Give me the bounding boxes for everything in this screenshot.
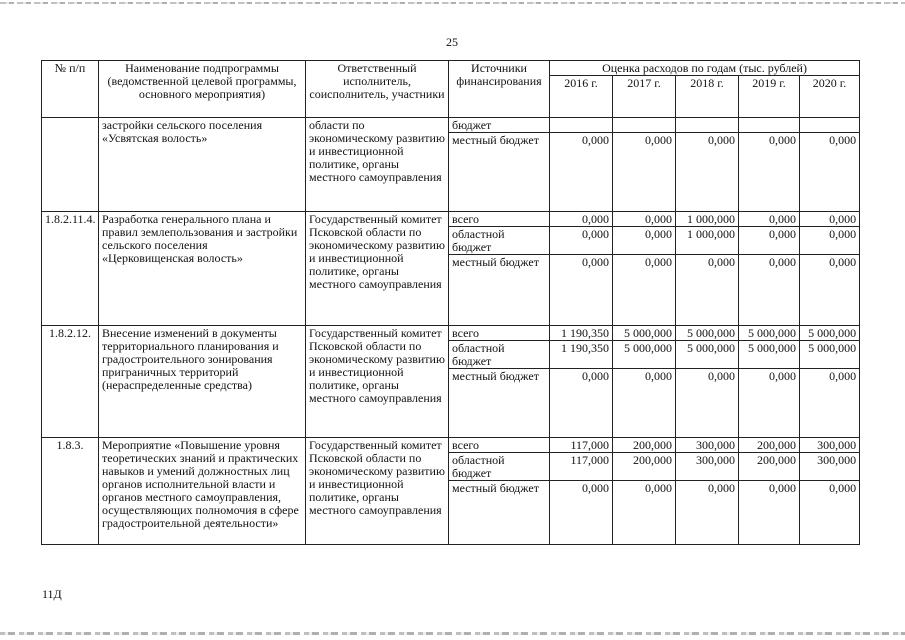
- header-responsible: Ответственный исполнитель, соисполнитель, участники: [306, 61, 449, 118]
- page-number: 25: [446, 35, 458, 49]
- value-cell: 0,000: [676, 133, 739, 212]
- table-row: [42, 212, 860, 227]
- value-cell: 0,000: [800, 369, 860, 438]
- value-cell: 0,000: [550, 227, 613, 255]
- value-cell: 5 000,000: [676, 341, 739, 369]
- footer-code: 11Д: [42, 587, 62, 601]
- item-responsible: Государственный комитет Псковской области по экономическому развитию и инвестиционной политике, органы местного самоуправления: [306, 326, 449, 438]
- value-cell: 1 000,000: [676, 227, 739, 255]
- value-cell: 0,000: [800, 212, 860, 227]
- item-name: Мероприятие «Повышение уровня теоретических знаний и практических навыков и умений должностных лиц органов исполнительной власти и органов местного самоуправления, осуществляющих полномочия в сфере градостроительной деятельности»: [99, 438, 306, 545]
- item-code: 1.8.2.11.4.: [42, 212, 99, 326]
- value-cell: [613, 118, 676, 133]
- item-responsible: области по экономическому развитию и инвестиционной политике, органы местного самоуправления: [306, 118, 449, 212]
- header-sources: Источники финансирования: [449, 61, 550, 118]
- item-responsible: Государственный комитет Псковской области по экономическому развитию и инвестиционной политике, органы местного самоуправления: [306, 438, 449, 545]
- header-name: Наименование подпрограммы (ведомственной целевой программы, основного мероприятия): [99, 61, 306, 118]
- value-cell: 0,000: [800, 481, 860, 545]
- value-cell: 5 000,000: [739, 326, 800, 341]
- value-cell: 1 000,000: [676, 212, 739, 227]
- value-cell: 117,000: [550, 453, 613, 481]
- value-cell: 0,000: [550, 369, 613, 438]
- value-cell: 200,000: [739, 438, 800, 453]
- value-cell: 5 000,000: [800, 326, 860, 341]
- item-name: застройки сельского поселения «Усвятская волость»: [99, 118, 306, 212]
- value-cell: 5 000,000: [613, 341, 676, 369]
- source-label: бюджет: [449, 118, 550, 133]
- value-cell: [800, 118, 860, 133]
- item-code: [42, 118, 99, 212]
- value-cell: 0,000: [800, 255, 860, 326]
- value-cell: 0,000: [613, 133, 676, 212]
- source-label: местный бюджет: [449, 255, 550, 326]
- source-label: всего: [449, 438, 550, 453]
- value-cell: 200,000: [613, 438, 676, 453]
- value-cell: 0,000: [676, 369, 739, 438]
- value-cell: 0,000: [550, 481, 613, 545]
- value-cell: 0,000: [800, 133, 860, 212]
- header-year: 2017 г.: [613, 76, 676, 118]
- value-cell: 0,000: [676, 481, 739, 545]
- value-cell: 0,000: [739, 369, 800, 438]
- header-year: 2016 г.: [550, 76, 613, 118]
- scan-edge-top: [0, 2, 905, 4]
- item-code: 1.8.2.12.: [42, 326, 99, 438]
- source-label: областной бюджет: [449, 453, 550, 481]
- value-cell: 0,000: [613, 212, 676, 227]
- source-label: местный бюджет: [449, 369, 550, 438]
- item-code: 1.8.3.: [42, 438, 99, 545]
- source-label: местный бюджет: [449, 481, 550, 545]
- value-cell: 0,000: [739, 481, 800, 545]
- value-cell: 0,000: [613, 481, 676, 545]
- value-cell: 1 190,350: [550, 326, 613, 341]
- header-year: 2018 г.: [676, 76, 739, 118]
- value-cell: 1 190,350: [550, 341, 613, 369]
- source-label: областной бюджет: [449, 227, 550, 255]
- value-cell: 117,000: [550, 438, 613, 453]
- value-cell: 5 000,000: [613, 326, 676, 341]
- header-row: [42, 61, 860, 76]
- header-year: 2020 г.: [800, 76, 860, 118]
- item-name: Внесение изменений в документы территориального планирования и градостроительного зонирования приграничных территорий (нераспределенные средства): [99, 326, 306, 438]
- header-year: 2019 г.: [739, 76, 800, 118]
- source-label: всего: [449, 326, 550, 341]
- value-cell: 5 000,000: [676, 326, 739, 341]
- table-row: [42, 118, 860, 133]
- value-cell: 5 000,000: [739, 341, 800, 369]
- item-name: Разработка генерального плана и правил землепользования и застройки сельского поселения «Церковищенская волость»: [99, 212, 306, 326]
- value-cell: 300,000: [800, 453, 860, 481]
- value-cell: 0,000: [613, 369, 676, 438]
- value-cell: 300,000: [676, 438, 739, 453]
- value-cell: [676, 118, 739, 133]
- source-label: областной бюджет: [449, 341, 550, 369]
- expenditure-table: [41, 60, 860, 545]
- scan-edge-bottom: [0, 632, 905, 635]
- table-row: [42, 326, 860, 341]
- header-estimate: Оценка расходов по годам (тыс. рублей): [550, 61, 860, 76]
- header-num: № п/п: [42, 61, 99, 118]
- item-responsible: Государственный комитет Псковской области по экономическому развитию и инвестиционной политике, органы местного самоуправления: [306, 212, 449, 326]
- value-cell: 0,000: [676, 255, 739, 326]
- value-cell: [739, 118, 800, 133]
- value-cell: 0,000: [613, 255, 676, 326]
- value-cell: 0,000: [550, 133, 613, 212]
- value-cell: 300,000: [800, 438, 860, 453]
- value-cell: 0,000: [613, 227, 676, 255]
- source-label: местный бюджет: [449, 133, 550, 212]
- value-cell: 0,000: [739, 133, 800, 212]
- value-cell: 0,000: [550, 212, 613, 227]
- table-row: [42, 438, 860, 453]
- value-cell: 300,000: [676, 453, 739, 481]
- source-label: всего: [449, 212, 550, 227]
- value-cell: 0,000: [739, 212, 800, 227]
- value-cell: 0,000: [739, 227, 800, 255]
- value-cell: [550, 118, 613, 133]
- value-cell: 200,000: [739, 453, 800, 481]
- value-cell: 0,000: [800, 227, 860, 255]
- value-cell: 0,000: [739, 255, 800, 326]
- value-cell: 5 000,000: [800, 341, 860, 369]
- value-cell: 0,000: [550, 255, 613, 326]
- value-cell: 200,000: [613, 453, 676, 481]
